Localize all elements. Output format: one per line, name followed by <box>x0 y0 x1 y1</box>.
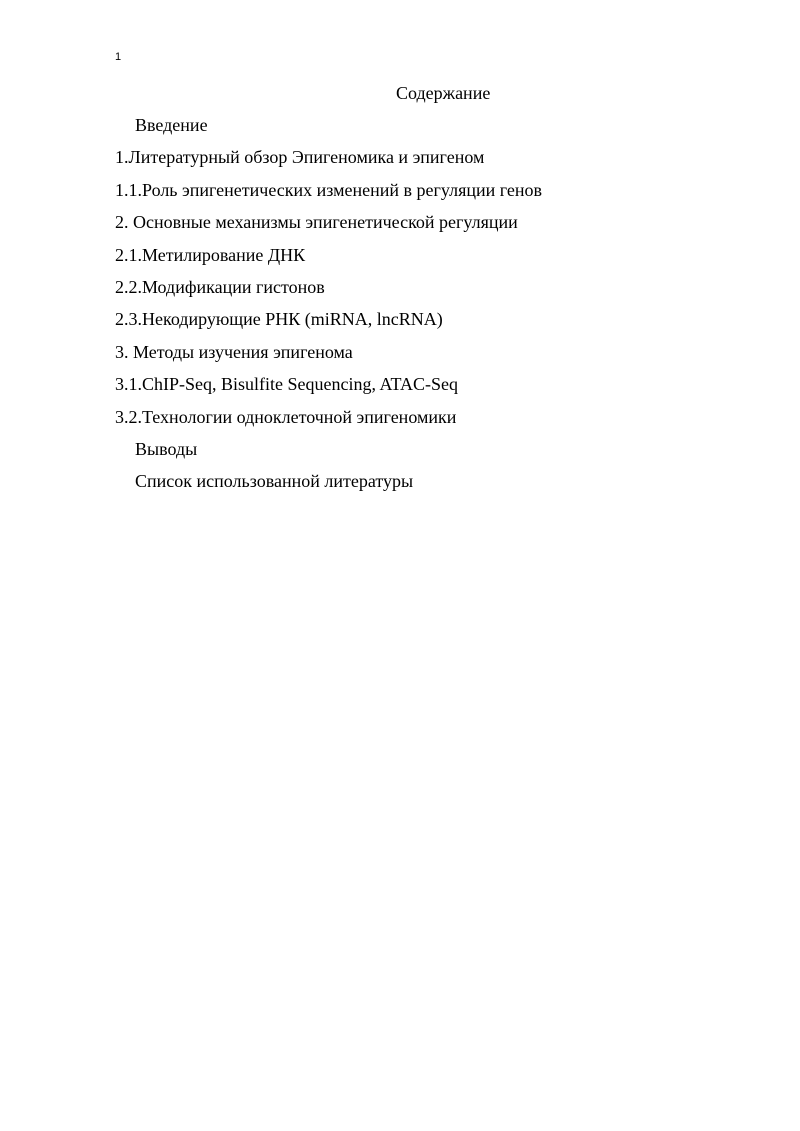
toc-entry-3-1: 3.1.ChIP-Seq, Bisulfite Sequencing, ATAC-Seq <box>115 374 459 395</box>
toc-entry-2-2: 2.2.Модификации гистонов <box>115 276 325 297</box>
toc-entry-references: Список использованной литературы <box>135 471 414 492</box>
toc-entry-2-1: 2.1.Метилирование ДНК <box>115 244 306 265</box>
toc-entry-2-3: 2.3.Некодирующие РНК (miRNA, lncRNA) <box>115 309 443 330</box>
toc-entry-1: 1.Литературный обзор Эпигеномика и эпигеном <box>115 147 485 168</box>
toc-entry-3-2: 3.2.Технологии одноклеточной эпигеномики <box>115 406 457 427</box>
toc-entry-introduction: Введение <box>135 115 208 135</box>
toc-entry-conclusions: Выводы <box>135 438 198 459</box>
page-number: 1 <box>115 51 122 63</box>
toc-entry-1-1: 1.1.Роль эпигенетических изменений в регуляции генов <box>115 179 543 200</box>
table-of-contents <box>115 114 542 503</box>
toc-title: Содержание <box>396 83 491 103</box>
toc-entry-3: 3. Методы изучения эпигенома <box>115 341 353 362</box>
toc-entry-2: 2. Основные механизмы эпигенетической регуляции <box>115 212 518 233</box>
